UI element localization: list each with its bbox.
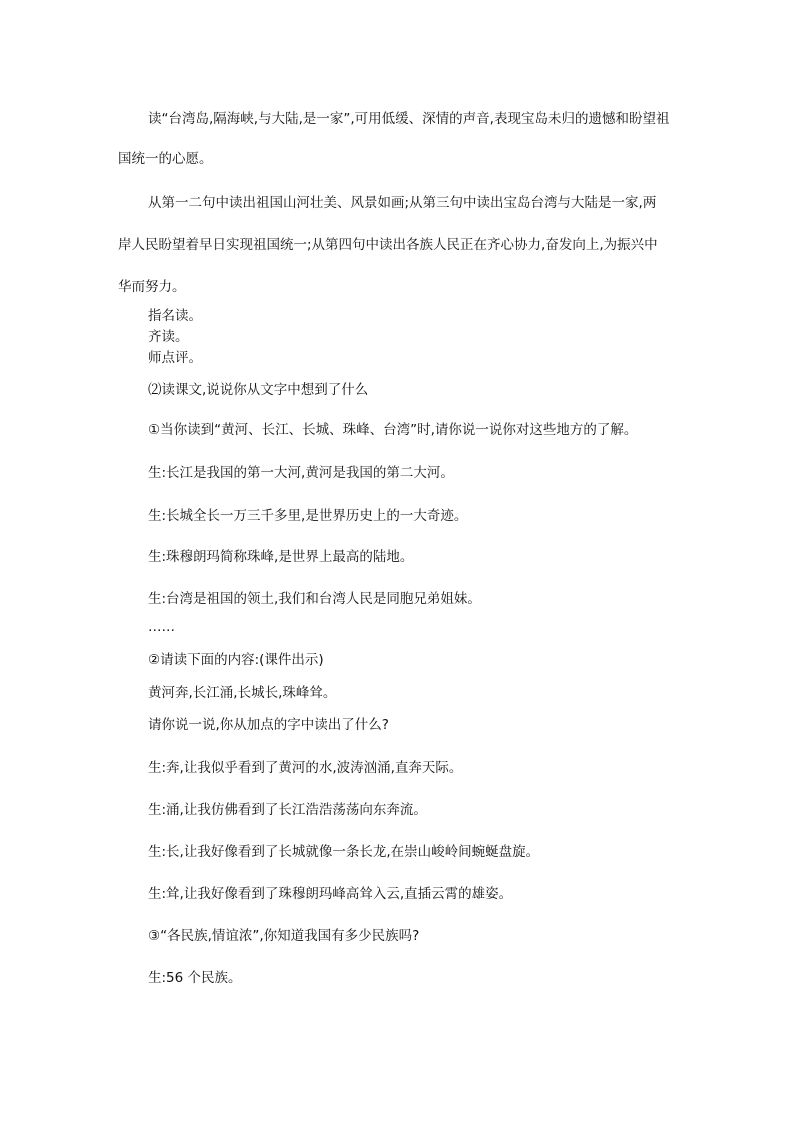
question-line: ②请读下面的内容:(课件出示) (148, 652, 324, 668)
paragraph-line: 师点评。 (148, 350, 202, 366)
paragraph-line: 岸人民盼望着早日实现祖国统一;从第四句中读出各族人民正在齐心协力,奋发向上,为振兴中 (118, 237, 658, 253)
student-answer: 生:耸,让我好像看到了珠穆朗玛峰高耸入云,直插云霄的雄姿。 (148, 886, 513, 902)
student-answer: 生:长城全长一万三千多里,是世界历史上的一大奇迹。 (148, 508, 468, 524)
paragraph-line: 指名读。 (148, 308, 202, 324)
student-answer: 生:台湾是祖国的领土,我们和台湾人民是同胞兄弟姐妹。 (148, 591, 481, 607)
paragraph-line: 华而努力。 (118, 279, 186, 295)
question-line: 请你说一说,你从加点的字中读出了什么? (148, 717, 389, 733)
paragraph-line: 从第一二句中读出祖国山河壮美、风景如画;从第三句中读出宝岛台湾与大陆是一家,两 (148, 195, 657, 211)
student-answer: 生:奔,让我似乎看到了黄河的水,波涛汹涌,直奔天际。 (148, 760, 463, 776)
paragraph-line: 读“台湾岛,隔海峡,与大陆,是一家”,可用低缓、深情的声音,表现宝岛未归的遗憾和盼望祖 (148, 111, 670, 127)
ellipsis-line: …… (148, 619, 175, 635)
paragraph-line: 国统一的心愿。 (118, 151, 213, 167)
question-line: ①当你读到“黄河、长江、长城、珠峰、台湾”时,请你说一说你对这些地方的了解。 (148, 422, 638, 438)
student-answer: 生:珠穆朗玛简称珠峰,是世界上最高的陆地。 (148, 549, 414, 565)
question-line: ③“各民族,情谊浓”,你知道我国有多少民族吗? (148, 928, 420, 944)
student-answer: 生:56 个民族。 (148, 970, 242, 986)
section-heading: ⑵读课文,说说你从文字中想到了什么 (148, 382, 369, 398)
student-answer: 生:长,让我好像看到了长城就像一条长龙,在崇山峻岭间蜿蜒盘旋。 (148, 844, 540, 860)
student-answer: 生:涌,让我仿佛看到了长江浩浩荡荡向东奔流。 (148, 802, 427, 818)
student-answer: 生:长江是我国的第一大河,黄河是我国的第二大河。 (148, 465, 454, 481)
paragraph-line: 齐读。 (148, 329, 189, 345)
quoted-text: 黄河奔,长江涌,长城长,珠峰耸。 (148, 685, 337, 701)
